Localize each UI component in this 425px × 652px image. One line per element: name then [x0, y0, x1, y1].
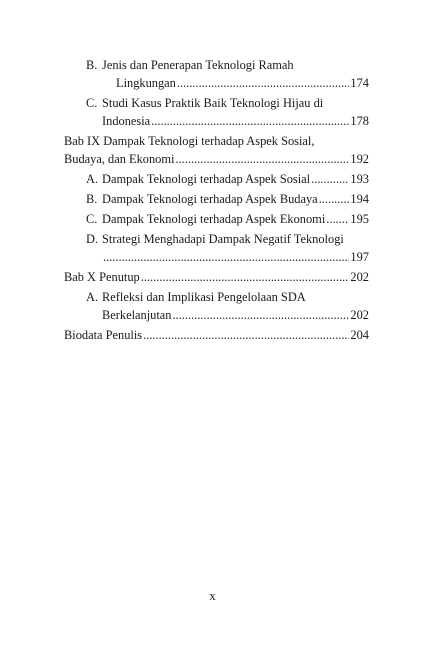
toc-chapter-page: 202	[350, 270, 369, 284]
dot-leader	[173, 306, 350, 324]
toc-entry-number: D.	[86, 232, 99, 246]
toc-entry-number: A.	[86, 172, 99, 186]
toc-entry-page: 195	[350, 212, 369, 226]
toc-entry-title: Refleksi dan Implikasi Pengelolaan SDA	[102, 290, 306, 304]
page-number: x	[209, 588, 216, 603]
toc-entry-title: Studi Kasus Praktik Baik Teknologi Hijau di	[102, 96, 324, 110]
toc-entry-title: Dampak Teknologi terhadap Aspek Sosial	[102, 172, 311, 186]
toc-entry-page: 194	[350, 192, 369, 206]
toc-entry-title-cont: Lingkungan	[116, 76, 176, 90]
table-of-contents	[64, 56, 369, 346]
toc-entry	[64, 56, 369, 92]
dot-leader	[177, 74, 350, 92]
toc-entry-page: 178	[350, 114, 369, 128]
dot-leader	[319, 190, 350, 208]
toc-entry-number: C.	[86, 212, 98, 226]
toc-entry-title-cont: Berkelanjutan	[102, 308, 172, 322]
dot-leader	[151, 112, 349, 130]
dot-leader	[143, 326, 349, 344]
toc-entry-number: C.	[86, 96, 98, 110]
toc-chapter-title-cont: Budaya, dan Ekonomi	[64, 152, 175, 166]
toc-entry-number: B.	[86, 58, 98, 72]
toc-chapter-page: 192	[350, 152, 369, 166]
toc-entry	[64, 288, 369, 324]
toc-chapter-page: 204	[350, 328, 369, 342]
toc-entry-page: 202	[350, 308, 369, 322]
dot-leader	[141, 268, 350, 286]
toc-chapter-title: Bab X Penutup	[64, 270, 140, 284]
toc-entry	[64, 190, 369, 208]
toc-entry	[64, 230, 369, 266]
toc-entry-title: Dampak Teknologi terhadap Aspek Budaya	[102, 192, 318, 206]
dot-leader	[103, 248, 349, 266]
toc-entry-number: B.	[86, 192, 98, 206]
toc-entry	[64, 94, 369, 130]
toc-entry	[64, 170, 369, 188]
toc-entry-number: A.	[86, 290, 99, 304]
toc-chapter-title: Biodata Penulis	[64, 328, 143, 342]
toc-entry-title: Dampak Teknologi terhadap Aspek Ekonomi	[102, 212, 326, 226]
toc-entry-title: Strategi Menghadapi Dampak Negatif Teknologi	[102, 232, 344, 246]
toc-chapter	[64, 268, 369, 286]
toc-entry-title-cont: Indonesia	[102, 114, 151, 128]
toc-entry-title: Jenis dan Penerapan Teknologi Ramah	[102, 58, 294, 72]
toc-chapter-title: Bab IX Dampak Teknologi terhadap Aspek Sosial,	[64, 134, 315, 148]
dot-leader	[311, 170, 349, 188]
toc-chapter	[64, 326, 369, 344]
toc-entry-page: 193	[350, 172, 369, 186]
dot-leader	[326, 210, 349, 228]
dot-leader	[175, 150, 349, 168]
toc-entry-page: 174	[350, 76, 369, 90]
toc-entry	[64, 210, 369, 228]
toc-chapter	[64, 132, 369, 168]
toc-entry-page: 197	[350, 250, 369, 264]
